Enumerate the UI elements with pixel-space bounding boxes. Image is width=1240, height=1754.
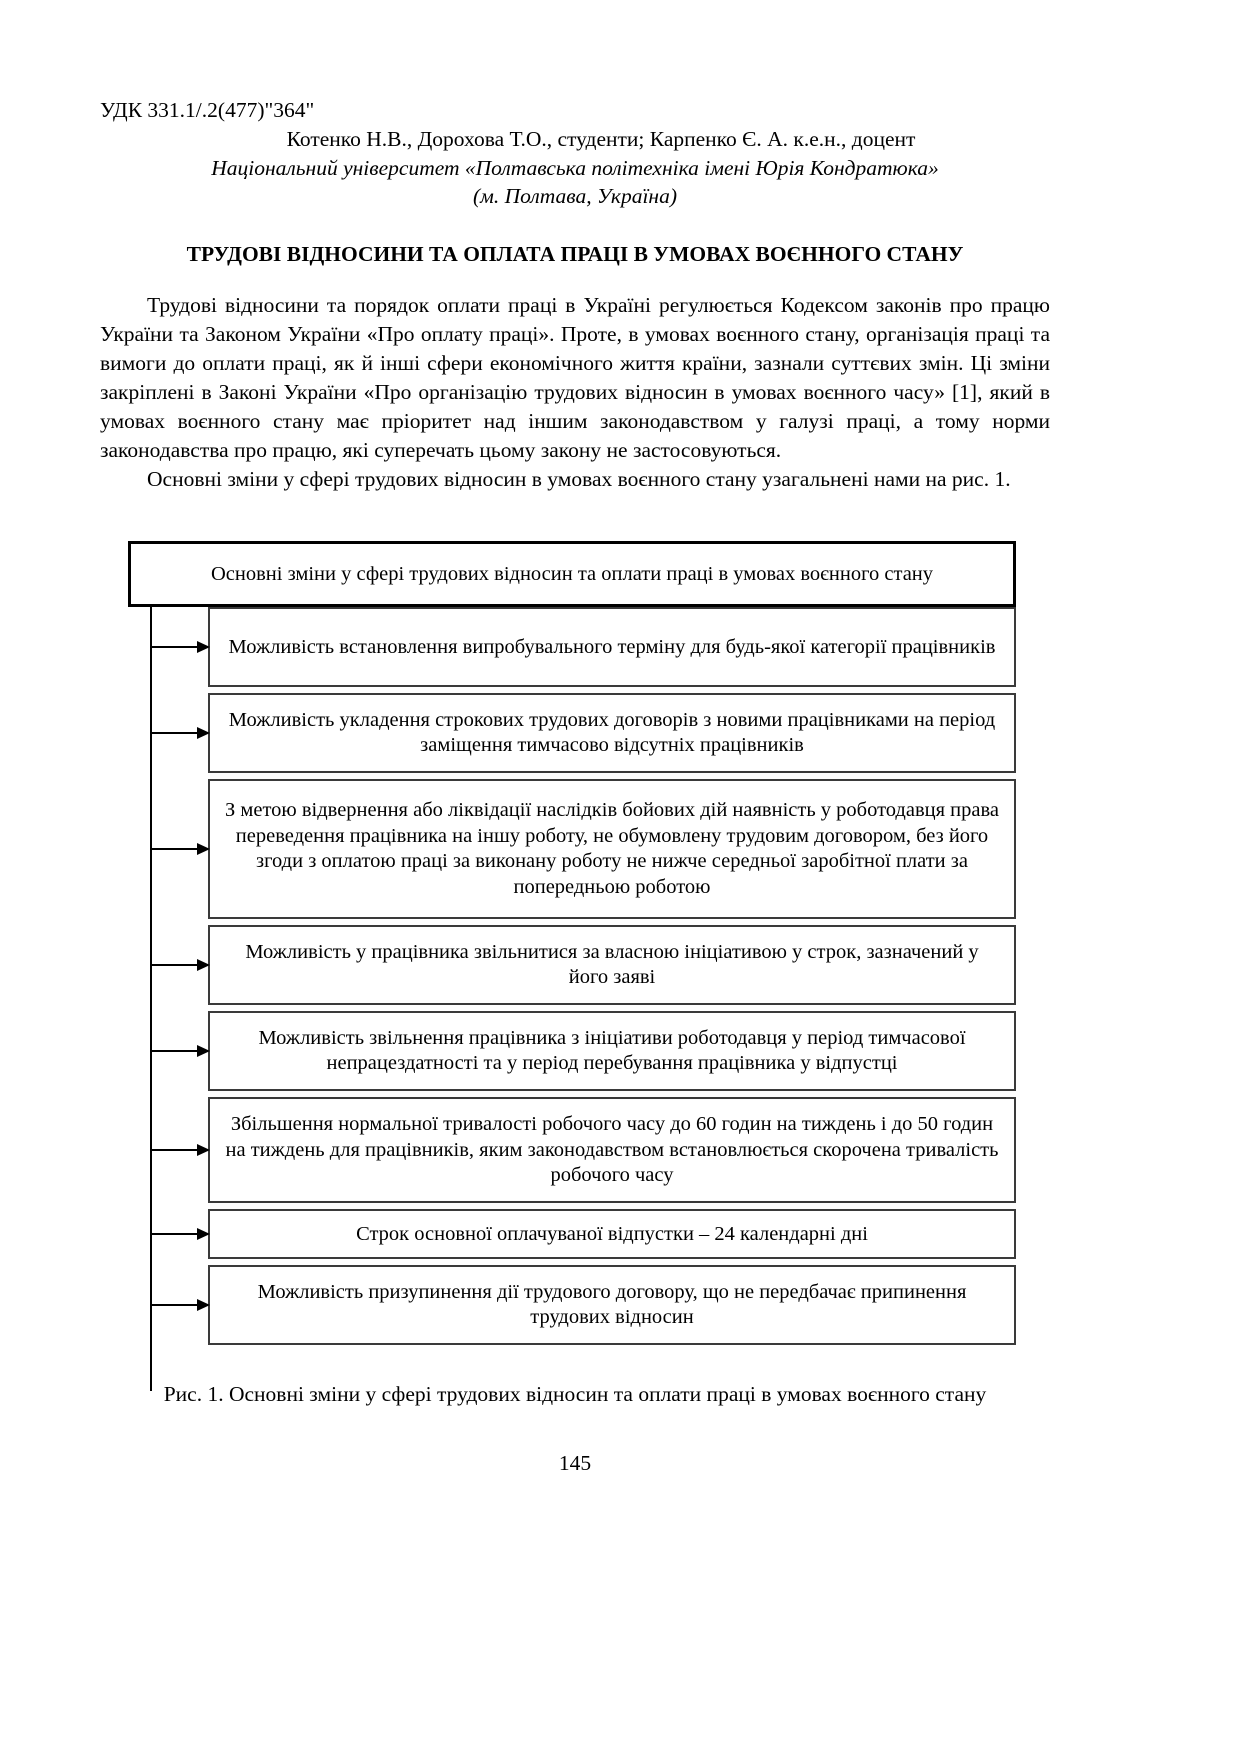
- arrow-icon: [152, 727, 210, 739]
- arrow-icon: [152, 1045, 210, 1057]
- figure-node-list: [128, 607, 1016, 1345]
- flow-node-text: З метою відвернення або ліквідації наслідків бойових дій наявність у роботодавця права переведення працівника на іншу роботу, не обумовлену трудовим договором, без його згоди з оплатою праці за виконану роботу не нижче середньої заробітної плати за попередньою роботою: [224, 798, 999, 899]
- city-line: (м. Полтава, Україна): [472, 184, 677, 209]
- connector-spine: [150, 607, 152, 1391]
- flow-node: [208, 607, 1016, 687]
- author-line: Котенко Н.В., Дорохова Т.О., студенти; Карпенко Є. А. к.е.н., доцент: [286, 126, 916, 151]
- page-number: 145: [558, 1451, 592, 1476]
- arrow-icon: [152, 959, 210, 971]
- arrow-icon: [152, 1228, 210, 1240]
- figure-1: [128, 541, 1016, 1345]
- figure-header-text: Основні зміни у сфері трудових відносин та оплати праці в умовах воєнного стану: [210, 563, 934, 586]
- flow-node-text: Строк основної оплачуваної відпустки – 24 календарні дні: [356, 1222, 868, 1245]
- flow-node-text: Можливість звільнення працівника з ініціативи роботодавця у період тимчасової непрацездатності та у період перебування працівника у відпустці: [258, 1026, 966, 1075]
- arrow-icon: [152, 843, 210, 855]
- flow-node-text: Можливість призупинення дії трудового договору, що не передбачає припинення трудових відносин: [257, 1280, 967, 1329]
- flow-node-text: Можливість у працівника звільнитися за власною ініціативою у строк, зазначений у його заяві: [245, 940, 979, 989]
- flow-node: [208, 693, 1016, 773]
- arrow-icon: [152, 1299, 210, 1311]
- flow-node-text: Можливість укладення строкових трудових договорів з новими працівниками на період заміщення тимчасово відсутніх працівників: [228, 708, 996, 757]
- figure-header-box: [128, 541, 1016, 607]
- arrow-icon: [152, 641, 210, 653]
- affiliation-line: Національний університет «Полтавська політехніка імені Юрія Кондратюка»: [211, 155, 939, 180]
- flow-node-text: Можливість встановлення випробувального терміну для будь-якої категорії працівників: [228, 635, 996, 658]
- page-content: [100, 96, 1050, 1476]
- arrow-icon: [152, 1144, 210, 1156]
- flow-node: [208, 1265, 1016, 1345]
- flow-node: [208, 1011, 1016, 1091]
- flow-node-text: Збільшення нормальної тривалості робочого часу до 60 годин на тиждень і до 50 годин на тиждень для працівників, яким законодавством встановлюється скорочена тривалість робочого часу: [225, 1112, 999, 1187]
- flow-node: [208, 1209, 1016, 1259]
- flow-node: [208, 925, 1016, 1005]
- udk-code: УДК 331.1/.2(477)"364": [100, 98, 315, 122]
- body-paragraph-2: Основні зміни у сфері трудових відносин в умовах воєнного стану узагальнені нами на рис. 1.: [147, 466, 1011, 491]
- figure-caption: Рис. 1. Основні зміни у сфері трудових відносин та оплати праці в умовах воєнного стану: [163, 1382, 987, 1407]
- flow-node: [208, 779, 1016, 919]
- page-title: ТРУДОВІ ВІДНОСИНИ ТА ОПЛАТА ПРАЦІ В УМОВАХ ВОЄННОГО СТАНУ: [186, 242, 964, 267]
- body-paragraph-1: Трудові відносини та порядок оплати праці в Україні регулюється Кодексом законів про працю України та Законом України «Про оплату праці». Проте, в умовах воєнного стану, організація праці та вимоги до оплати праці, як й інші сфери економічного життя країни, зазнали суттєвих змін. Ці зміни закріплені в Законі України «Про організацію трудових відносин в умовах воєнного часу» [1], який в умовах воєнного стану має пріоритет над іншим законодавством у галузі праці, а тому норми законодавства про працю, які суперечать цьому закону не застосовуються.: [100, 293, 1050, 462]
- flow-node: [208, 1097, 1016, 1203]
